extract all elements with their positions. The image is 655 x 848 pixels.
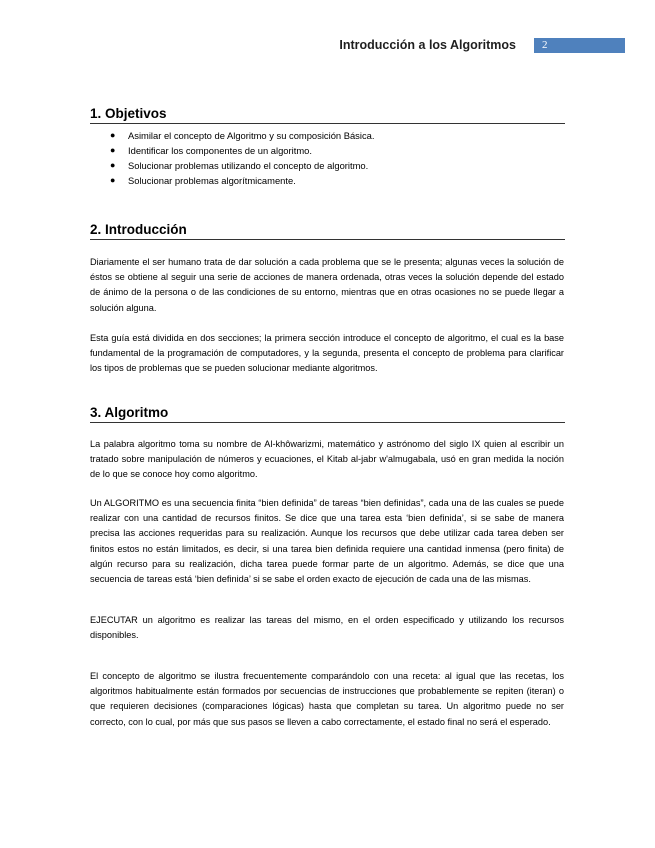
bullet-icon: ● (110, 145, 116, 155)
intro-paragraph-2: Esta guía está dividida en dos secciones; la primera sección introduce el concepto de algoritmo, el cual es la base fundamental de la programación de computadores, y la segunda, presenta el concepto de problema para clarificar los tipos de problemas que se pueden solucionar mediante algoritmos. (90, 333, 564, 374)
objetivos-list (90, 128, 565, 188)
list-item-text: Identificar los componentes de un algoritmo. (128, 145, 312, 156)
section-heading-introduccion: 2. Introducción (90, 222, 565, 240)
bullet-icon: ● (110, 175, 116, 185)
bullet-icon: ● (110, 160, 116, 170)
algoritmo-paragraph-4: El concepto de algoritmo se ilustra frecuentemente comparándolo con una receta: al igual que las recetas, los algoritmos habitualmente están formados por secuencias de instrucciones que probablemente se repiten (iteran) o que requieren decisiones (comparaciones lógicas) hasta que completan su tarea. Un algoritmo puede no ser correcto, con lo cual, por más que sus pasos se lleven a cabo correctamente, el estado final no será el esperado. (90, 671, 564, 727)
section-objetivos (90, 106, 565, 188)
algoritmo-paragraph-2: Un ALGORITMO es una secuencia finita “bien definida” de tareas “bien definidas”, cada una de las cuales se puede realizar con una cantidad de recursos finitos. Se dice que una tarea esta ‘bien definida’, si se sabe de manera precisa las acciones requeridas para su realización. Aunque los recursos que debe utilizar cada tarea deben ser finitos estos no están limitados, es decir, si una tarea bien definida requiere una cantidad inmensa (pero finita) de algún recurso para su realización, dicha tarea puede formar parte de un algoritmo. Además, se dice que una secuencia de tareas está ‘bien definida’ si se sabe el orden exacto de ejecución de cada una de las mismas. (90, 498, 564, 585)
intro-paragraph-1: Diariamente el ser humano trata de dar solución a cada problema que se le presenta; algunas veces la solución de éstos se obtiene al seguir una serie de acciones de manera ordenada, otras veces la solución depende del estado de ánimo de la persona o de las condiciones de su entorno, mientras que en otras ocasiones no se puede llegar a solución alguna. (90, 257, 564, 313)
list-item (90, 173, 565, 188)
page-header-title: Introducción a los Algoritmos (339, 38, 516, 52)
page-number-badge: 2 (534, 38, 625, 53)
list-item-text: Solucionar problemas utilizando el concepto de algoritmo. (128, 160, 369, 171)
list-item (90, 128, 565, 143)
list-item (90, 158, 565, 173)
section-heading-objetivos: 1. Objetivos (90, 106, 565, 124)
algoritmo-paragraph-1: La palabra algoritmo toma su nombre de Al-khôwarizmi, matemático y astrónomo del siglo IX quien al escribir un tratado sobre manipulación de números y ecuaciones, el Kitab al-jabr w'almugabala, usó en gran medida la noción de lo que se conoce hoy como algoritmo. (90, 439, 564, 480)
list-item (90, 143, 565, 158)
list-item-text: Solucionar problemas algorítmicamente. (128, 175, 296, 186)
section-introduccion (90, 222, 565, 240)
algoritmo-paragraph-3: EJECUTAR un algoritmo es realizar las tareas del mismo, en el orden especificado y utilizando los recursos disponibles. (90, 615, 564, 641)
bullet-icon: ● (110, 130, 116, 140)
section-heading-algoritmo: 3. Algoritmo (90, 405, 565, 423)
section-algoritmo (90, 405, 565, 423)
list-item-text: Asimilar el concepto de Algoritmo y su composición Básica. (128, 130, 375, 141)
